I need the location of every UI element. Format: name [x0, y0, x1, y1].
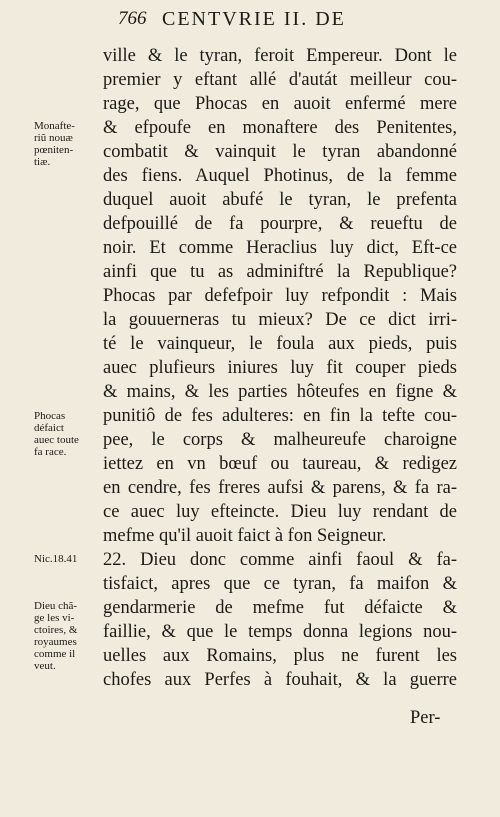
margin-note-monastery: Monafte- riũ nouæ pœniten- tiæ.	[34, 120, 75, 168]
text-line: pee, le corps & malheureufe charoigne	[103, 430, 457, 450]
text-line: combatit & vainquit le tyran abandonné	[103, 142, 457, 162]
text-line: té le vainqueur, le foula aux pieds, puis	[103, 334, 457, 354]
text-line: & mains, & les parties hôteufes en figne &	[103, 382, 457, 402]
text-line: noir. Et comme Heraclius luy dict, Eft-ce	[103, 238, 457, 258]
page-number: 766	[118, 8, 147, 29]
margin-note-phocas: Phocas défaict auec toute fa race.	[34, 410, 79, 458]
text-line: mefme qu'il auoit faict à fon Seigneur.	[103, 526, 387, 546]
page-header	[118, 8, 478, 34]
text-line: des fiens. Auquel Photinus, de la femme	[103, 166, 457, 186]
text-line: iettez en vn bœuf ou taureau, & redigez	[103, 454, 457, 474]
text-line: rage, que Phocas en auoit enfermé mere	[103, 94, 457, 114]
text-line: en cendre, fes freres aufsi & parens, & fa ra-	[103, 478, 457, 498]
text-line: ainfi que tu as adminiftré la Republique?	[103, 262, 457, 282]
text-line: ville & le tyran, feroit Empereur. Dont le	[103, 46, 457, 66]
text-line: punitiô de fes adulteres: en fin la tefte cou-	[103, 406, 457, 426]
text-line: tisfaict, apres que ce tyran, fa maifon &	[103, 574, 457, 594]
text-line: duquel auoit abufé le tyran, le prefenta	[103, 190, 457, 210]
text-line: chofes aux Perfes à fouhait, & la guerre	[103, 670, 457, 690]
text-line: & efpoufe en monaftere des Penitentes,	[103, 118, 457, 138]
text-line: la gouuerneras tu mieux? De ce dict irri-	[103, 310, 457, 330]
text-line: ce auec luy efteincte. Dieu luy rendant de	[103, 502, 457, 522]
text-line: uelles aux Romains, plus ne furent les	[103, 646, 457, 666]
text-line: 22. Dieu donc comme ainfi faoul & fa-	[103, 550, 457, 570]
text-line: faillie, & que le temps donna legions nou-	[103, 622, 457, 642]
text-line: Phocas par defefpoir luy refpondit : Mais	[103, 286, 457, 306]
margin-note-reference: Nic.18.41	[34, 553, 78, 565]
margin-note-god-changes: Dieu chã- ge les vi- ctoires, & royaumes comme il veut.	[34, 600, 78, 672]
text-line: auec plufieurs iniures luy fit couper pieds	[103, 358, 457, 378]
text-line: premier y eftant allé d'autát meilleur cou-	[103, 70, 457, 90]
text-line: defpouillé de fa pourpre, & reueftu de	[103, 214, 457, 234]
catchword: Per-	[410, 708, 441, 728]
running-title: CENTVRIE II. DE	[162, 8, 346, 30]
text-line: gendarmerie de mefme fut défaicte &	[103, 598, 457, 618]
